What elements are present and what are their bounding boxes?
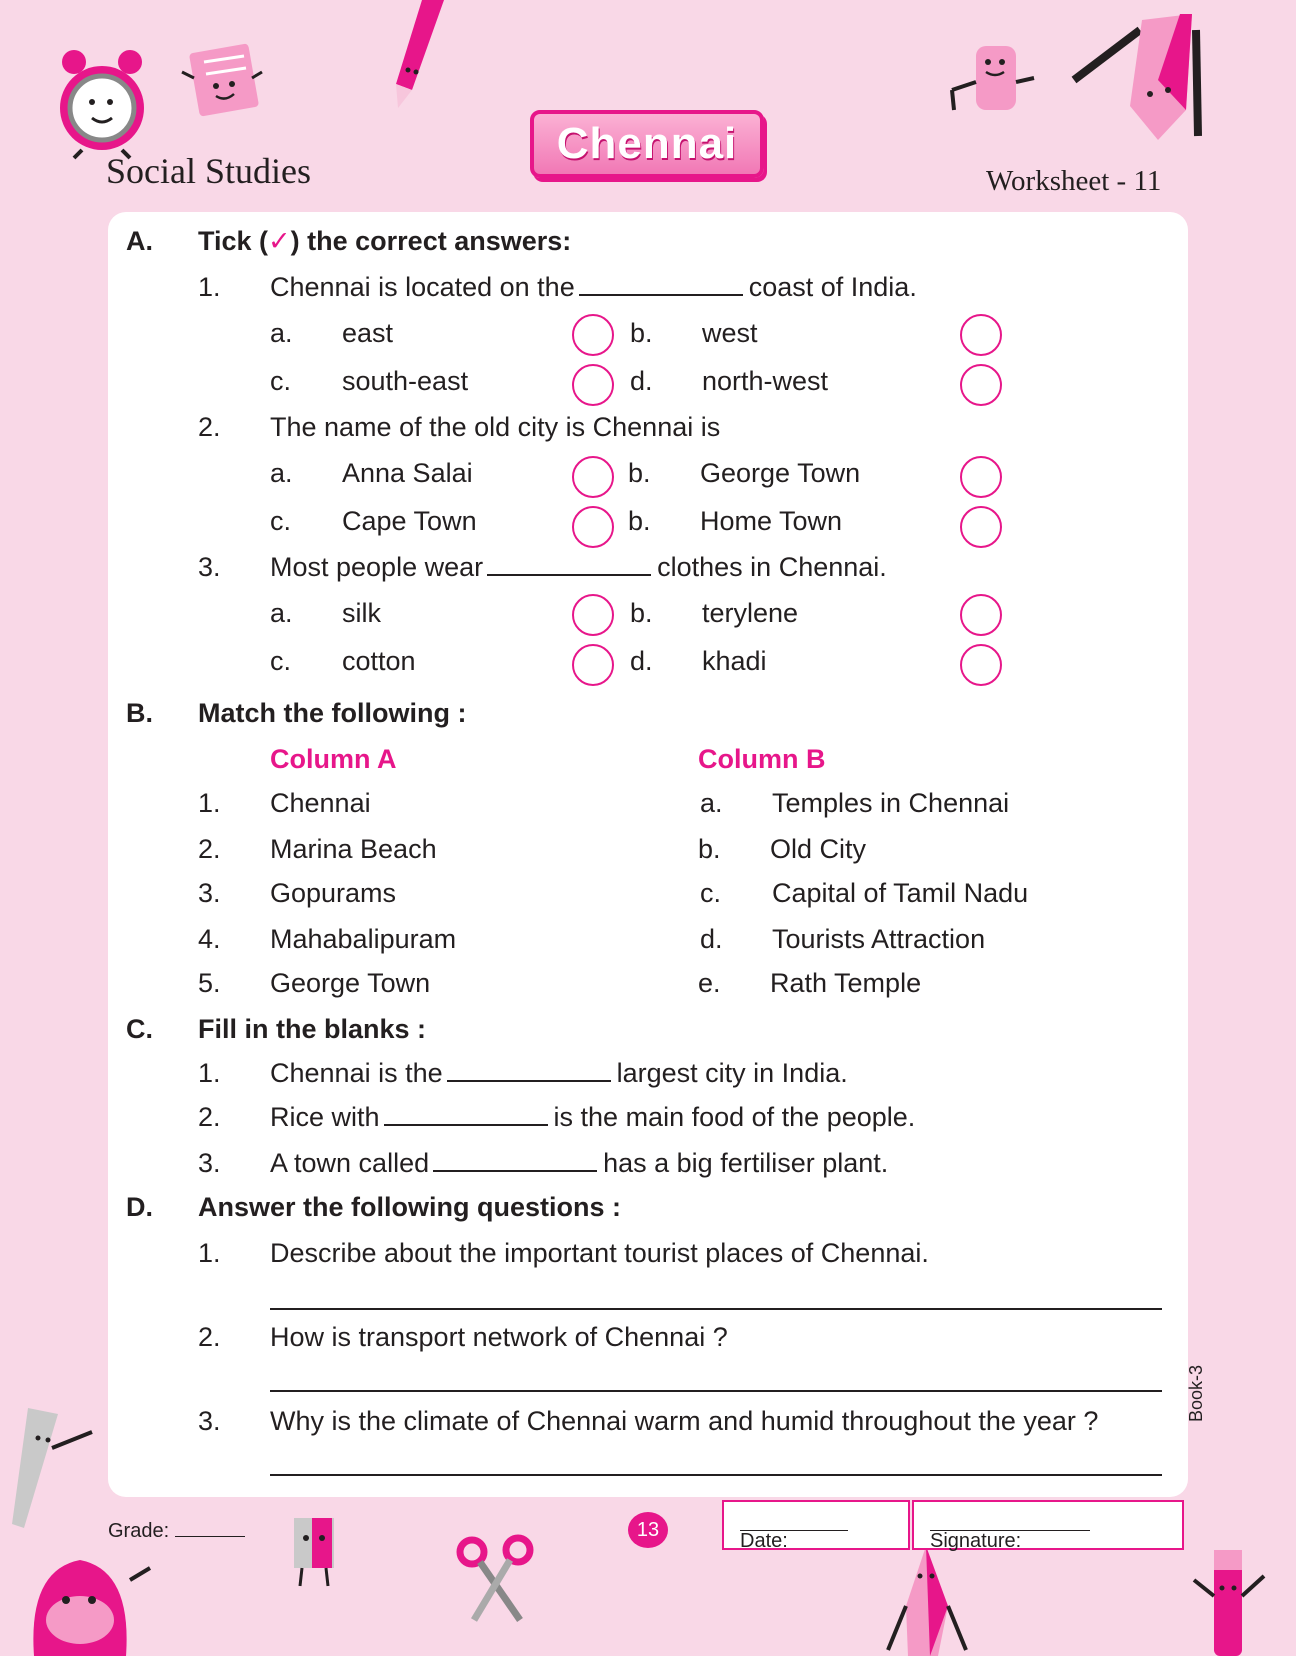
tick-circle[interactable] xyxy=(960,456,1002,498)
blank xyxy=(384,1124,548,1126)
answer-line[interactable] xyxy=(270,1474,1162,1476)
option-text: Anna Salai xyxy=(342,458,473,488)
fill-sentence xyxy=(270,1150,888,1177)
crayon-illustration xyxy=(886,1546,970,1656)
section-a-letter: A. xyxy=(126,226,153,256)
match-label: c. xyxy=(700,878,722,908)
blank xyxy=(433,1170,597,1172)
option-text: cotton xyxy=(342,646,416,676)
match-item-a: Gopurams xyxy=(270,878,397,908)
section-a-instruction xyxy=(198,228,571,255)
option-label: b. xyxy=(628,458,651,488)
tick-circle[interactable] xyxy=(572,594,614,636)
sharpener-illustration xyxy=(282,1516,346,1588)
long-question: Describe about the important tourist places of Chennai. xyxy=(270,1238,929,1268)
date-underline xyxy=(740,1530,848,1531)
option-label: b. xyxy=(630,318,653,348)
answer-line[interactable] xyxy=(270,1308,1162,1310)
option-text: Cape Town xyxy=(342,506,477,536)
question-text-pre: Most people wear xyxy=(270,552,484,582)
question-text-pre: Chennai is located on the xyxy=(270,272,575,302)
blank xyxy=(447,1080,611,1082)
date-label-text: Date: xyxy=(740,1530,788,1552)
option-label: b. xyxy=(628,506,651,536)
signature-underline xyxy=(930,1530,1090,1531)
fill-number: 1. xyxy=(198,1058,221,1088)
question-number: 3. xyxy=(198,1406,221,1436)
instruction-text: ) the correct answers: xyxy=(290,226,572,256)
option-text: south-east xyxy=(342,366,469,396)
question-text xyxy=(270,274,917,301)
option-text: north-west xyxy=(702,366,829,396)
column-a-header: Column A xyxy=(270,744,397,774)
match-item-b: Rath Temple xyxy=(770,968,922,998)
fill-text-pre: Chennai is the xyxy=(270,1058,443,1088)
option-label: a. xyxy=(270,318,293,348)
blank xyxy=(487,574,651,576)
eraser-illustration xyxy=(942,42,1042,122)
blank xyxy=(579,294,743,296)
option-label: a. xyxy=(270,598,293,628)
option-text: khadi xyxy=(702,646,767,676)
alarm-clock-illustration xyxy=(52,42,152,160)
tick-circle[interactable] xyxy=(572,506,614,548)
column-b-header: Column B xyxy=(698,744,826,774)
question-number: 2. xyxy=(198,412,221,442)
option-text: George Town xyxy=(700,458,861,488)
tick-circle[interactable] xyxy=(572,364,614,406)
date-field[interactable] xyxy=(722,1500,910,1550)
fill-text-pre: Rice with xyxy=(270,1102,380,1132)
match-label: a. xyxy=(700,788,723,818)
match-item-b: Temples in Chennai xyxy=(772,788,1010,818)
question-text-post: clothes in Chennai. xyxy=(657,552,887,582)
ruler-illustration xyxy=(8,1408,98,1528)
fill-number: 2. xyxy=(198,1102,221,1132)
match-item-a: Marina Beach xyxy=(270,834,437,864)
long-question: How is transport network of Chennai ? xyxy=(270,1322,728,1352)
grade-label: Grade: xyxy=(108,1520,170,1542)
fill-text-pre: A town called xyxy=(270,1148,430,1178)
checkmark-icon: ✓ xyxy=(268,226,291,256)
tick-circle[interactable] xyxy=(572,644,614,686)
match-item-a: Chennai xyxy=(270,788,371,818)
match-item-b: Tourists Attraction xyxy=(772,924,986,954)
fill-sentence xyxy=(270,1060,848,1087)
question-text: The name of the old city is Chennai is xyxy=(270,412,721,442)
match-number: 5. xyxy=(198,968,221,998)
section-d-instruction: Answer the following questions : xyxy=(198,1192,622,1222)
match-number: 4. xyxy=(198,924,221,954)
option-text: terylene xyxy=(702,598,799,628)
fill-number: 3. xyxy=(198,1148,221,1178)
notepad-illustration xyxy=(178,42,270,124)
option-label: c. xyxy=(270,366,292,396)
match-item-b: Capital of Tamil Nadu xyxy=(772,878,1029,908)
instruction-text: Tick ( xyxy=(198,226,269,256)
question-number: 1. xyxy=(198,272,221,302)
option-text: east xyxy=(342,318,394,348)
match-label: e. xyxy=(698,968,721,998)
worksheet-number: Worksheet - 11 xyxy=(986,165,1162,197)
option-label: d. xyxy=(630,646,653,676)
fill-text-post: largest city in India. xyxy=(616,1058,848,1088)
answer-line[interactable] xyxy=(270,1390,1162,1392)
match-item-a: Mahabalipuram xyxy=(270,924,457,954)
question-number: 2. xyxy=(198,1322,221,1352)
question-number: 3. xyxy=(198,552,221,582)
section-d-letter: D. xyxy=(126,1192,153,1222)
book-label: Book-3 xyxy=(1186,1364,1206,1422)
tick-circle[interactable] xyxy=(960,364,1002,406)
fill-text-post: has a big fertiliser plant. xyxy=(603,1148,889,1178)
tick-circle[interactable] xyxy=(960,506,1002,548)
match-item-a: George Town xyxy=(270,968,431,998)
option-label: b. xyxy=(630,598,653,628)
pencil-illustration xyxy=(382,0,452,110)
tick-circle[interactable] xyxy=(572,456,614,498)
option-text: west xyxy=(702,318,758,348)
section-b-instruction: Match the following : xyxy=(198,698,467,728)
match-label: d. xyxy=(700,924,723,954)
pen-illustration xyxy=(1190,1540,1270,1656)
subject-heading: Social Studies xyxy=(106,151,311,191)
page-number: 13 xyxy=(628,1512,668,1548)
option-text: silk xyxy=(342,598,381,628)
fill-text-post: is the main food of the people. xyxy=(553,1102,916,1132)
question-text-post: coast of India. xyxy=(748,272,917,302)
option-label: c. xyxy=(270,646,292,676)
question-text xyxy=(270,554,887,581)
match-number: 1. xyxy=(198,788,221,818)
section-c-instruction: Fill in the blanks : xyxy=(198,1014,427,1044)
option-text: Home Town xyxy=(700,506,843,536)
pencil-character-illustration xyxy=(1070,10,1210,140)
option-label: c. xyxy=(270,506,292,536)
match-item-b: Old City xyxy=(770,834,867,864)
section-c-letter: C. xyxy=(126,1014,153,1044)
tick-circle[interactable] xyxy=(960,594,1002,636)
option-label: d. xyxy=(630,366,653,396)
signature-label-text: Signature: xyxy=(930,1530,1022,1552)
long-question: Why is the climate of Chennai warm and humid throughout the year ? xyxy=(270,1406,1099,1436)
tick-circle[interactable] xyxy=(960,314,1002,356)
page-title: Chennai xyxy=(556,119,738,168)
option-label: a. xyxy=(270,458,293,488)
match-label: b. xyxy=(698,834,721,864)
grade-underline xyxy=(175,1536,245,1537)
fill-sentence xyxy=(270,1104,915,1131)
tick-circle[interactable] xyxy=(960,644,1002,686)
grade-field[interactable] xyxy=(108,1520,245,1543)
tick-circle[interactable] xyxy=(572,314,614,356)
question-number: 1. xyxy=(198,1238,221,1268)
match-number: 2. xyxy=(198,834,221,864)
scissors-illustration xyxy=(454,1534,538,1624)
section-b-letter: B. xyxy=(126,698,153,728)
signature-field[interactable] xyxy=(912,1500,1184,1550)
title-badge xyxy=(530,110,764,178)
match-number: 3. xyxy=(198,878,221,908)
